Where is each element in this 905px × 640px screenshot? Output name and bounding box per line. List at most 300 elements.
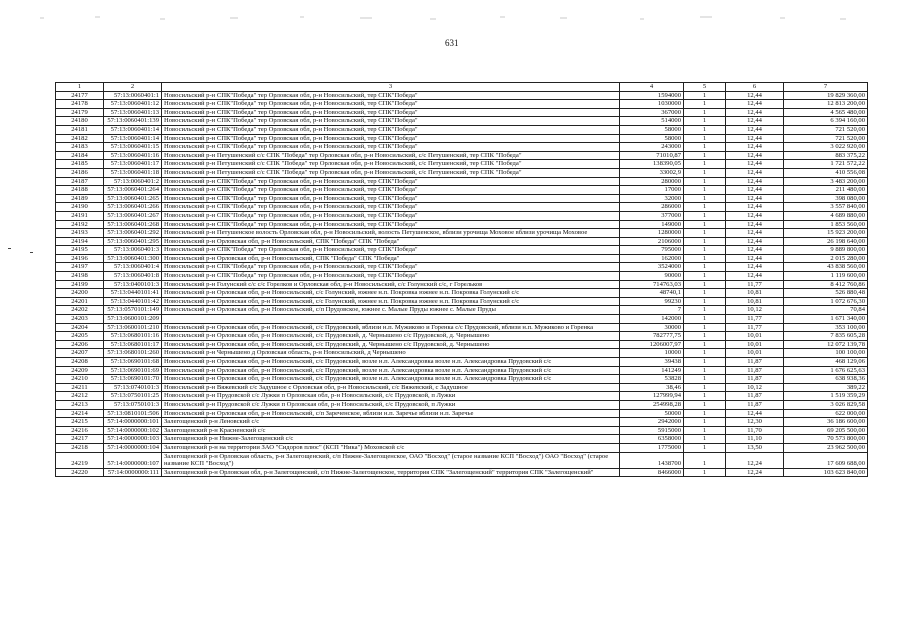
table-row <box>56 383 868 392</box>
rate-cell: 12,44 <box>726 203 784 212</box>
address-cell: Залегощенский р-н Нижне-Залегощенский с/с <box>162 435 620 444</box>
cadastral-value-cell: 389,22 <box>784 383 868 392</box>
cadastral-number-cell: 57:13:0060401:266 <box>104 203 162 212</box>
rate-cell: 10,01 <box>726 332 784 341</box>
table-row <box>56 375 868 384</box>
share-cell: 1 <box>684 383 726 392</box>
margin-mark <box>30 252 33 253</box>
share-cell: 1 <box>684 306 726 315</box>
share-cell: 1 <box>684 237 726 246</box>
area-cell: 1438700 <box>620 452 684 468</box>
rate-cell: 12,24 <box>726 452 784 468</box>
area-cell: 377000 <box>620 211 684 220</box>
share-cell: 1 <box>684 229 726 238</box>
row-number-cell: 24195 <box>56 246 104 255</box>
rate-cell: 10,12 <box>726 383 784 392</box>
table-row <box>56 91 868 100</box>
rate-cell: 12,44 <box>726 168 784 177</box>
area-cell: 2942000 <box>620 418 684 427</box>
row-number-cell: 24197 <box>56 263 104 272</box>
row-number-cell: 24210 <box>56 375 104 384</box>
address-cell: Новосильский р-н Петушенский с/с СПК "Победа" тер Орловская обл, р-н Новосильский, с/с Петушенский, тер СПК "Победа" <box>162 168 620 177</box>
rate-cell: 12,44 <box>726 237 784 246</box>
row-number-cell: 24203 <box>56 315 104 324</box>
cadastral-number-cell: 57:13:0060401:267 <box>104 211 162 220</box>
address-cell: Новосильский р-н Вяжевский с/с Задушное с Орловская обл, р-н Новосильский, с/с Вяжевский, с Задушное <box>162 383 620 392</box>
address-cell: Новосильский р-н Орловская обл, р-н Новосильский, с/с Голунский, южнее н.п. Покровка южнее н.п. Покровка Голунский с/с <box>162 289 620 298</box>
cadastral-number-cell: 57:13:0810101:506 <box>104 409 162 418</box>
address-cell: Новосильский р-н СПК"Победа" тер Орловская обл, р-н Новосильский, тер СПК"Победа" <box>162 211 620 220</box>
rate-cell: 11,77 <box>726 323 784 332</box>
share-cell: 1 <box>684 409 726 418</box>
table-row <box>56 426 868 435</box>
cadastral-number-cell: 57:13:0060401:16 <box>104 151 162 160</box>
address-cell: Новосильский р-н СПК"Победа" тер Орловская обл, р-н Новосильский, тер СПК"Победа" <box>162 220 620 229</box>
cadastral-value-cell: 70 573 800,00 <box>784 435 868 444</box>
address-cell: Новосильский р-н СПК"Победа" тер Орловская обл, р-н Новосильский, тер СПК"Победа" <box>162 203 620 212</box>
address-cell: Новосильский р-н СПК"Победа" тер Орловская обл, р-н Новосильский, тер СПК"Победа" <box>162 143 620 152</box>
cadastral-number-cell: 57:13:0750101:25 <box>104 392 162 401</box>
rate-cell: 12,44 <box>726 409 784 418</box>
area-cell: 58000 <box>620 134 684 143</box>
cadastral-number-cell: 57:14:0000000:102 <box>104 426 162 435</box>
row-number-cell: 24215 <box>56 418 104 427</box>
cadastral-value-cell: 638 938,36 <box>784 375 868 384</box>
area-cell: 6358000 <box>620 435 684 444</box>
area-cell: 17000 <box>620 186 684 195</box>
share-cell: 1 <box>684 426 726 435</box>
row-number-cell: 24216 <box>56 426 104 435</box>
share-cell: 1 <box>684 254 726 263</box>
cadastral-value-cell: 103 623 840,00 <box>784 468 868 477</box>
address-cell: Новосильский р-н Петушенское волость Орловская обл, р-н Новосильский, волость Петушенское, вблизи урочища Моховое вблизи урочища Моховое <box>162 229 620 238</box>
share-cell: 1 <box>684 418 726 427</box>
address-cell: Новосильский р-н СПК"Победа" тер Орловская обл, р-н Новосильский, тер СПК"Победа" <box>162 186 620 195</box>
share-cell: 1 <box>684 468 726 477</box>
area-cell: 53828 <box>620 375 684 384</box>
cadastral-number-cell: 57:13:0600101:209 <box>104 315 162 324</box>
cadastral-value-cell: 12 813 200,00 <box>784 100 868 109</box>
rate-cell: 12,44 <box>726 186 784 195</box>
cadastral-number-cell: 57:13:0060401:268 <box>104 220 162 229</box>
cadastral-number-cell: 57:13:0600101:210 <box>104 323 162 332</box>
share-cell: 1 <box>684 392 726 401</box>
area-cell: 3524000 <box>620 263 684 272</box>
rate-cell: 12,24 <box>726 468 784 477</box>
table-row <box>56 117 868 126</box>
share-cell: 1 <box>684 168 726 177</box>
rate-cell: 12,44 <box>726 229 784 238</box>
header-cell: 7 <box>784 83 868 92</box>
share-cell: 1 <box>684 435 726 444</box>
share-cell: 1 <box>684 323 726 332</box>
table-row <box>56 160 868 169</box>
cadastral-number-cell: 57:13:0750101:3 <box>104 400 162 409</box>
rate-cell: 11,10 <box>726 435 784 444</box>
header-cell: 1 <box>56 83 104 92</box>
share-cell: 1 <box>684 289 726 298</box>
cadastral-number-cell: 57:13:0060401:1 <box>104 91 162 100</box>
header-cell: 4 <box>620 83 684 92</box>
rate-cell: 11,70 <box>726 426 784 435</box>
table-row <box>56 418 868 427</box>
row-number-cell: 24208 <box>56 358 104 367</box>
rate-cell: 12,44 <box>726 151 784 160</box>
row-number-cell: 24217 <box>56 435 104 444</box>
address-cell: Новосильский р-н Петушенский с/с СПК "Победа" тер Орловская обл, р-н Новосильский, с/с Петушенский, тер СПК "Победа" <box>162 160 620 169</box>
table-row <box>56 289 868 298</box>
table-row <box>56 340 868 349</box>
row-number-cell: 24177 <box>56 91 104 100</box>
address-cell: Новосильский р-н СПК"Победа" тер Орловская обл, р-н Новосильский, тер СПК"Победа" <box>162 134 620 143</box>
cadastral-value-cell: 23 962 500,00 <box>784 443 868 452</box>
area-cell: 138390,05 <box>620 160 684 169</box>
cadastral-number-cell: 57:13:0060401:15 <box>104 143 162 152</box>
rate-cell: 11,87 <box>726 366 784 375</box>
cadastral-number-cell: 57:13:0060401:295 <box>104 237 162 246</box>
cadastral-number-cell: 57:13:0690101:68 <box>104 358 162 367</box>
row-number-cell: 24209 <box>56 366 104 375</box>
cadastral-number-cell: 57:13:0060401:292 <box>104 229 162 238</box>
rate-cell: 12,44 <box>726 91 784 100</box>
address-cell: Новосильский р-н Орловская обл, р-н Новосильский, СПК "Победа" СПК "Победа" <box>162 254 620 263</box>
area-cell: 149000 <box>620 220 684 229</box>
cadastral-value-cell: 19 829 360,00 <box>784 91 868 100</box>
table-row <box>56 151 868 160</box>
table-row <box>56 211 868 220</box>
address-cell: Новосильский р-н Голунский с/с с/с Горелков и Орловская обл, р-н Новосильский, с/с Голунский с/с, г Горельков <box>162 280 620 289</box>
share-cell: 1 <box>684 151 726 160</box>
share-cell: 1 <box>684 297 726 306</box>
address-cell: Новосильский р-н СПК"Победа" тер Орловская обл, р-н Новосильский, тер СПК"Победа" <box>162 246 620 255</box>
cadastral-number-cell: 57:13:0060401:13 <box>104 108 162 117</box>
cadastral-value-cell: 1 671 340,00 <box>784 315 868 324</box>
area-cell: 39438 <box>620 358 684 367</box>
area-cell: 38,46 <box>620 383 684 392</box>
cadastral-value-cell: 526 880,48 <box>784 289 868 298</box>
address-cell: Новосильский р-н Прудовской с/с Лужки п Орловская обл, р-н Новосильский, с/с Прудовской, п Лужки <box>162 392 620 401</box>
row-number-cell: 24182 <box>56 134 104 143</box>
cadastral-number-cell: 57:13:0680101:16 <box>104 332 162 341</box>
share-cell: 1 <box>684 443 726 452</box>
cadastral-value-cell: 12 072 139,78 <box>784 340 868 349</box>
share-cell: 1 <box>684 186 726 195</box>
area-cell: 1280000 <box>620 229 684 238</box>
address-cell: Новосильский р-н Орловская обл, р-н Новосильский, с/с Голунский, южнее н.п. Покровка южнее н.п. Покровка Голунский с/с <box>162 297 620 306</box>
cadastral-number-cell: 57:13:0060401:300 <box>104 254 162 263</box>
table-row <box>56 168 868 177</box>
header-cell: 5 <box>684 83 726 92</box>
table-row <box>56 452 868 468</box>
cadastral-number-cell: 57:13:0060401:3 <box>104 246 162 255</box>
page-number: 631 <box>445 38 459 48</box>
rate-cell: 10,01 <box>726 340 784 349</box>
table-row <box>56 306 868 315</box>
row-number-cell: 24204 <box>56 323 104 332</box>
share-cell: 1 <box>684 160 726 169</box>
rate-cell: 11,87 <box>726 375 784 384</box>
row-number-cell: 24193 <box>56 229 104 238</box>
area-cell: 714763,03 <box>620 280 684 289</box>
rate-cell: 11,87 <box>726 400 784 409</box>
area-cell: 33002,9 <box>620 168 684 177</box>
share-cell: 1 <box>684 358 726 367</box>
table-row <box>56 332 868 341</box>
cadastral-number-cell: 57:13:0060401:4 <box>104 263 162 272</box>
cadastral-value-cell: 100 100,00 <box>784 349 868 358</box>
area-cell: 367000 <box>620 108 684 117</box>
area-cell: 782777,75 <box>620 332 684 341</box>
area-cell: 254998,28 <box>620 400 684 409</box>
area-cell: 127999,94 <box>620 392 684 401</box>
area-cell: 90000 <box>620 272 684 281</box>
cadastral-number-cell: 57:13:0060401:2 <box>104 177 162 186</box>
cadastral-number-cell: 57:13:0060401:14 <box>104 125 162 134</box>
share-cell: 1 <box>684 100 726 109</box>
share-cell: 1 <box>684 375 726 384</box>
area-cell: 286000 <box>620 203 684 212</box>
cadastral-value-cell: 8 412 760,86 <box>784 280 868 289</box>
cadastral-number-cell: 57:13:0440101:41 <box>104 289 162 298</box>
address-cell: Новосильский р-н СПК"Победа" тер Орловская обл, р-н Новосильский, тер СПК"Победа" <box>162 263 620 272</box>
cadastral-number-cell: 57:13:0680101:17 <box>104 340 162 349</box>
rate-cell: 10,81 <box>726 289 784 298</box>
row-number-cell: 24212 <box>56 392 104 401</box>
area-cell: 30000 <box>620 323 684 332</box>
row-number-cell: 24183 <box>56 143 104 152</box>
area-cell: 58000 <box>620 125 684 134</box>
table-row <box>56 203 868 212</box>
address-cell: Залегощенский р-н Орловская область, р-н Залегощенский, с/п Нижне-Залегощенское, ОАО "Восход" (старое название КСП "Восход") ОАО "Восход" (старое название КСП "Восход") <box>162 452 620 468</box>
cadastral-value-cell: 4 689 880,00 <box>784 211 868 220</box>
cadastral-value-cell: 3 557 840,00 <box>784 203 868 212</box>
share-cell: 1 <box>684 125 726 134</box>
table-row <box>56 400 868 409</box>
cadastral-value-cell: 7 835 605,28 <box>784 332 868 341</box>
row-number-cell: 24196 <box>56 254 104 263</box>
row-number-cell: 24199 <box>56 280 104 289</box>
cadastral-value-cell: 1 519 359,29 <box>784 392 868 401</box>
row-number-cell: 24205 <box>56 332 104 341</box>
cadastral-value-cell: 410 556,08 <box>784 168 868 177</box>
address-cell <box>162 315 620 324</box>
area-cell: 99230 <box>620 297 684 306</box>
share-cell: 1 <box>684 117 726 126</box>
table-row <box>56 263 868 272</box>
header-cell: 6 <box>726 83 784 92</box>
rate-cell: 12,44 <box>726 177 784 186</box>
share-cell: 1 <box>684 280 726 289</box>
row-number-cell: 24206 <box>56 340 104 349</box>
row-number-cell: 24207 <box>56 349 104 358</box>
cadastral-number-cell: 57:14:0000000:101 <box>104 418 162 427</box>
area-cell: 71010,87 <box>620 151 684 160</box>
address-cell: Новосильский р-н СПК"Победа" тер Орловская обл, р-н Новосильский, тер СПК"Победа" <box>162 272 620 281</box>
address-cell: Новосильский р-н СПК"Победа" тер Орловская обл, р-н Новосильский, тер СПК"Победа" <box>162 117 620 126</box>
table-row <box>56 323 868 332</box>
table-row <box>56 409 868 418</box>
share-cell: 1 <box>684 203 726 212</box>
area-cell: 8466000 <box>620 468 684 477</box>
cadastral-number-cell: 57:13:0440101:42 <box>104 297 162 306</box>
rate-cell: 12,44 <box>726 108 784 117</box>
share-cell: 1 <box>684 349 726 358</box>
rate-cell: 12,44 <box>726 246 784 255</box>
row-number-cell: 24181 <box>56 125 104 134</box>
rate-cell: 12,44 <box>726 211 784 220</box>
cadastral-value-cell: 398 080,00 <box>784 194 868 203</box>
share-cell: 1 <box>684 211 726 220</box>
table-row <box>56 366 868 375</box>
area-cell: 1594000 <box>620 91 684 100</box>
row-number-cell: 24191 <box>56 211 104 220</box>
area-cell: 5915000 <box>620 426 684 435</box>
cadastral-value-cell: 721 520,00 <box>784 134 868 143</box>
area-cell: 2106000 <box>620 237 684 246</box>
address-cell: Новосильский р-н Орловская обл, р-н Новосильский, с/с Прудовский, вблизи н.п. Мужиково и Горенка с/с Прудовский, вблизи н.п. Мужиково и Горенка <box>162 323 620 332</box>
address-cell: Новосильский р-н СПК"Победа" тер Орловская обл, р-н Новосильский, тер СПК"Победа" <box>162 125 620 134</box>
cadastral-number-cell: 57:13:0680101:260 <box>104 349 162 358</box>
address-cell: Новосильский р-н Орловская обл, р-н Новосильский, с/с Прудовский, возле н.п. Александровка возле н.п. Александровка Прудовский с/с <box>162 366 620 375</box>
table-row <box>56 280 868 289</box>
cadastral-number-cell: 57:13:0060401:17 <box>104 160 162 169</box>
row-number-cell: 24211 <box>56 383 104 392</box>
table-row <box>56 177 868 186</box>
address-cell: Новосильский р-н Орловская обл, р-н Новосильский, СПК "Победа" СПК "Победа" <box>162 237 620 246</box>
table-row <box>56 246 868 255</box>
rate-cell: 11,87 <box>726 358 784 367</box>
address-cell: Новосильский р-н Орловская обл, р-н Новосильский, с/п Прудовское, южнее с. Малые Пруды южнее с. Малые Пруды <box>162 306 620 315</box>
cadastral-number-cell: 57:13:0060401:14 <box>104 134 162 143</box>
table-row <box>56 229 868 238</box>
table-row <box>56 392 868 401</box>
rate-cell: 12,44 <box>726 100 784 109</box>
row-number-cell: 24213 <box>56 400 104 409</box>
table-row <box>56 435 868 444</box>
address-cell: Новосильский р-н Орловская обл, р-н Новосильский, с/с Прудовский, д. Чернышено с/с Прудовской, д. Чернышено <box>162 332 620 341</box>
cadastral-number-cell: 57:13:0060401:265 <box>104 194 162 203</box>
row-number-cell: 24180 <box>56 117 104 126</box>
table-row <box>56 134 868 143</box>
row-number-cell: 24184 <box>56 151 104 160</box>
rate-cell: 10,01 <box>726 349 784 358</box>
table-row <box>56 194 868 203</box>
rate-cell: 12,44 <box>726 117 784 126</box>
address-cell: Новосильский р-н Петушенский с/с СПК "Победа" тер Орловская обл, р-н Новосильский, с/с Петушенский, тер СПК "Победа" <box>162 151 620 160</box>
rate-cell: 12,44 <box>726 143 784 152</box>
area-cell: 1030000 <box>620 100 684 109</box>
address-cell: Залегощенский р-н Красненский с/с <box>162 426 620 435</box>
cadastral-number-cell: 57:13:0060401:139 <box>104 117 162 126</box>
rate-cell: 11,77 <box>726 280 784 289</box>
row-number-cell: 24202 <box>56 306 104 315</box>
cadastral-value-cell: 70,84 <box>784 306 868 315</box>
table-header-row <box>56 83 868 92</box>
share-cell: 1 <box>684 366 726 375</box>
table-row <box>56 186 868 195</box>
table-row <box>56 108 868 117</box>
area-cell: 7 <box>620 306 684 315</box>
row-number-cell: 24188 <box>56 186 104 195</box>
row-number-cell: 24187 <box>56 177 104 186</box>
cadastral-number-cell: 57:13:0570101:149 <box>104 306 162 315</box>
row-number-cell: 24189 <box>56 194 104 203</box>
address-cell: Новосильский р-н Прудовской с/с Лужки п Орловская обл, р-н Новосильский, с/с Прудовской, п Лужки <box>162 400 620 409</box>
share-cell: 1 <box>684 246 726 255</box>
address-cell: Новосильский р-н СПК"Победа" тер Орловская обл, р-н Новосильский, тер СПК"Победа" <box>162 100 620 109</box>
table-row <box>56 272 868 281</box>
cadastral-value-cell: 211 480,00 <box>784 186 868 195</box>
share-cell: 1 <box>684 220 726 229</box>
rate-cell: 12,44 <box>726 272 784 281</box>
land-registry-table <box>55 82 868 477</box>
address-cell: Новосильский р-н Чернышено д Орловская область, р-н Новосильский, д Чернышено <box>162 349 620 358</box>
address-cell: Залегощенский р-н на территории ЗАО "Сидоров плюс" (КСП "Ника") Моховской с/с <box>162 443 620 452</box>
area-cell: 50000 <box>620 409 684 418</box>
share-cell: 1 <box>684 272 726 281</box>
table-body <box>56 83 868 477</box>
area-cell: 243000 <box>620 143 684 152</box>
cadastral-number-cell: 57:13:0690101:69 <box>104 366 162 375</box>
area-cell: 795000 <box>620 246 684 255</box>
area-cell: 1206007,97 <box>620 340 684 349</box>
rate-cell: 12,30 <box>726 418 784 427</box>
area-cell: 10000 <box>620 349 684 358</box>
rate-cell: 12,44 <box>726 194 784 203</box>
table-row <box>56 349 868 358</box>
row-number-cell: 24220 <box>56 468 104 477</box>
table-row <box>56 468 868 477</box>
table-row <box>56 237 868 246</box>
share-cell: 1 <box>684 108 726 117</box>
cadastral-value-cell: 353 100,00 <box>784 323 868 332</box>
address-cell: Новосильский р-н Орловская обл, р-н Новосильский, с/с Прудовский, возле н.п. Александровка возле н.п. Александровка Прудовский с/с <box>162 375 620 384</box>
table-row <box>56 358 868 367</box>
cadastral-value-cell: 468 129,06 <box>784 358 868 367</box>
share-cell: 1 <box>684 91 726 100</box>
rate-cell: 12,44 <box>726 263 784 272</box>
address-cell: Новосильский р-н СПК"Победа" тер Орловская обл, р-н Новосильский, тер СПК"Победа" <box>162 108 620 117</box>
address-cell: Новосильский р-н СПК"Победа" тер Орловская обл, р-н Новосильский, тер СПК"Победа" <box>162 194 620 203</box>
scan-noise-graphic <box>0 15 905 21</box>
cadastral-number-cell: 57:14:0000000:104 <box>104 443 162 452</box>
cadastral-number-cell: 57:13:0690101:70 <box>104 375 162 384</box>
cadastral-value-cell: 622 000,00 <box>784 409 868 418</box>
row-number-cell: 24194 <box>56 237 104 246</box>
table-row <box>56 143 868 152</box>
cadastral-value-cell: 43 838 560,00 <box>784 263 868 272</box>
area-cell: 32000 <box>620 194 684 203</box>
area-cell: 162000 <box>620 254 684 263</box>
rate-cell: 12,44 <box>726 125 784 134</box>
cadastral-value-cell: 6 394 160,00 <box>784 117 868 126</box>
cadastral-value-cell: 4 565 480,00 <box>784 108 868 117</box>
cadastral-value-cell: 2 015 280,00 <box>784 254 868 263</box>
cadastral-value-cell: 15 923 200,00 <box>784 229 868 238</box>
row-number-cell: 24190 <box>56 203 104 212</box>
cadastral-value-cell: 1 119 600,00 <box>784 272 868 281</box>
share-cell: 1 <box>684 263 726 272</box>
row-number-cell: 24186 <box>56 168 104 177</box>
cadastral-number-cell: 57:13:0400101:3 <box>104 280 162 289</box>
rate-cell: 12,44 <box>726 220 784 229</box>
cadastral-value-cell: 36 186 600,00 <box>784 418 868 427</box>
area-cell: 141249 <box>620 366 684 375</box>
header-cell: 2 <box>104 83 162 92</box>
address-cell: Новосильский р-н СПК"Победа" тер Орловская обл, р-н Новосильский, тер СПК"Победа" <box>162 91 620 100</box>
area-cell: 514000 <box>620 117 684 126</box>
table-row <box>56 297 868 306</box>
